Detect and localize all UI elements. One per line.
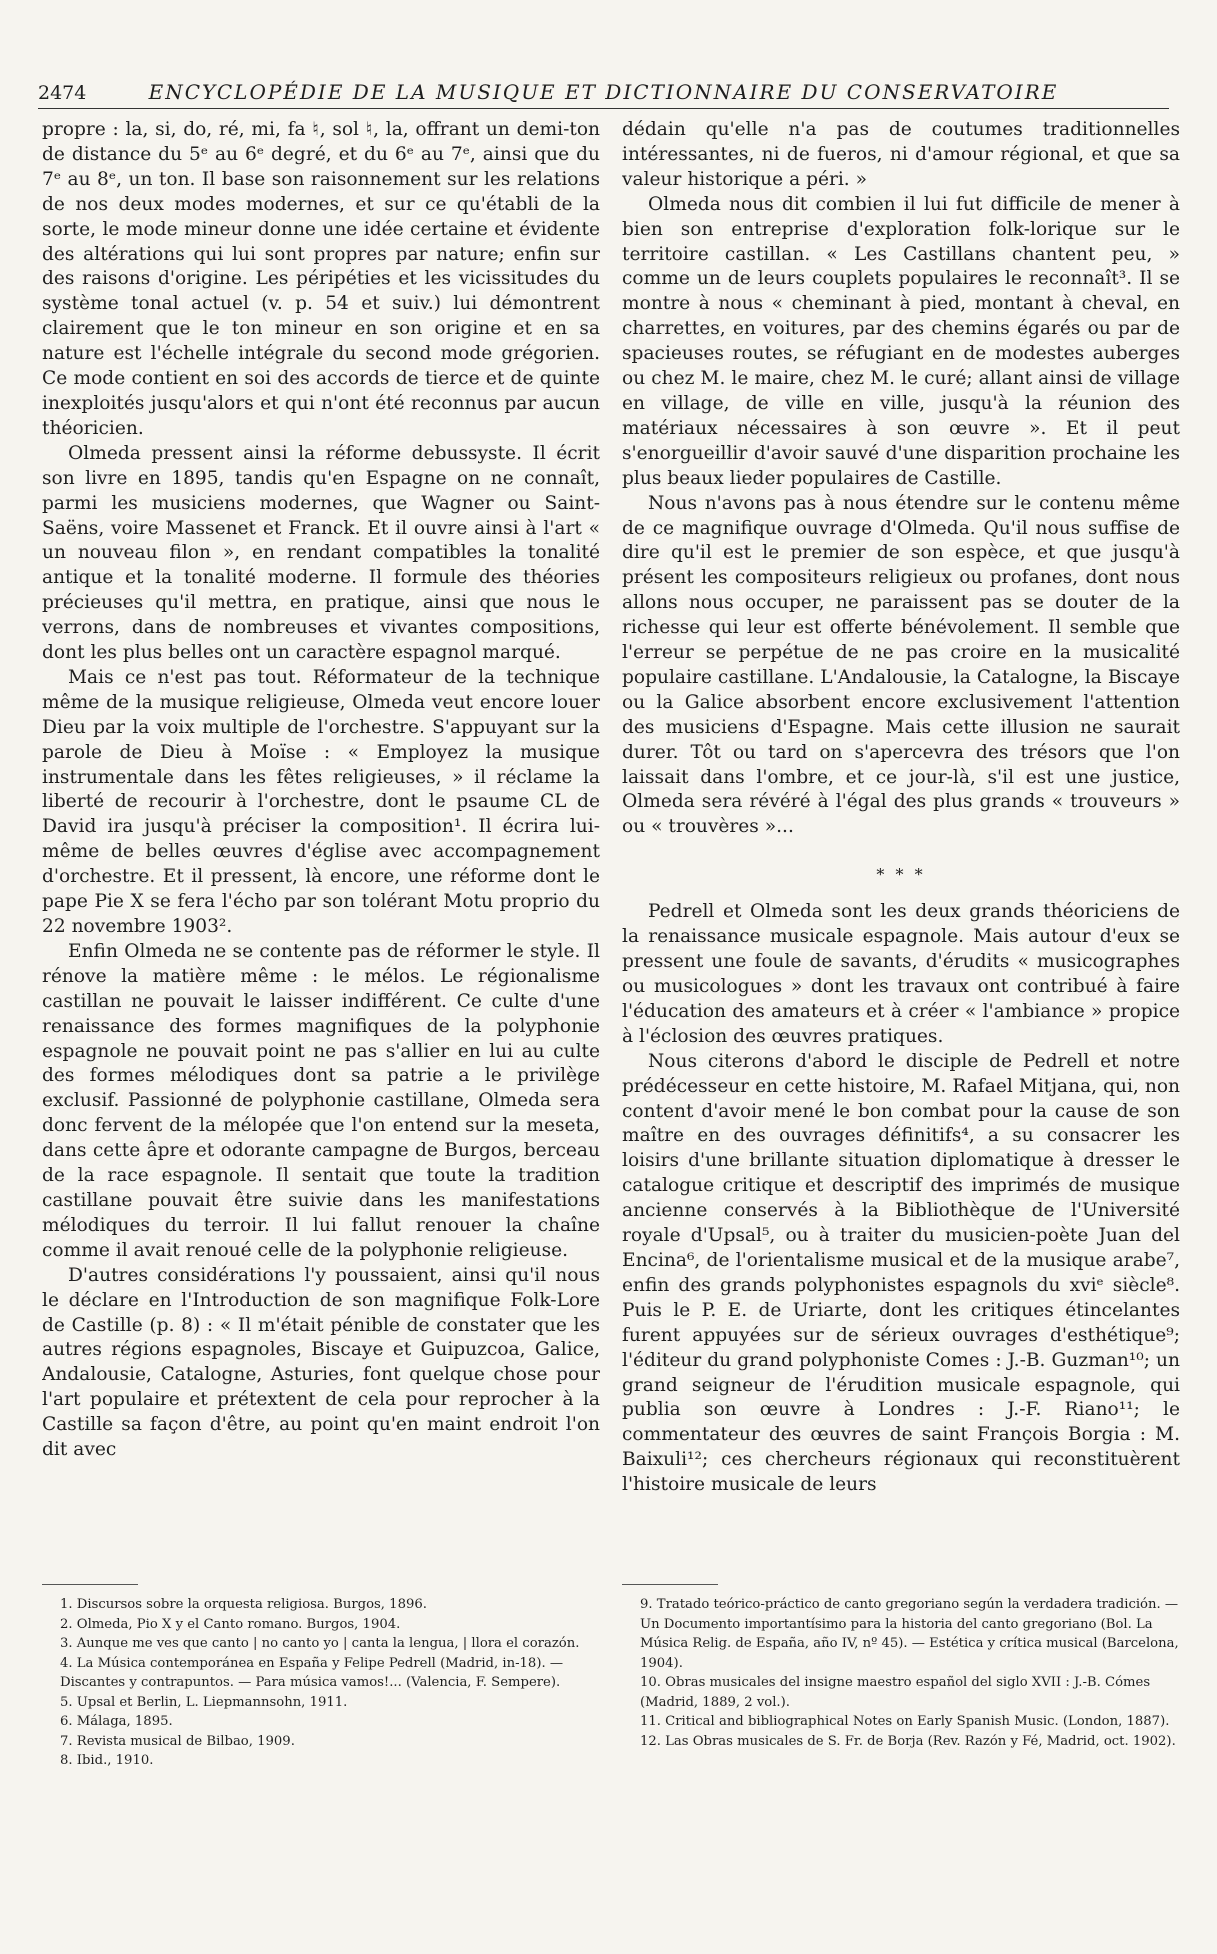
paragraph: Olmeda nous dit combien il lui fut difficile de mener à bien son entreprise d'exploration folk-lorique sur le territoire castillan. « Les Castillans chantent peu, » comme un de leurs couplets populaires le reconnaît³. Il se montre à nous « cheminant à pied, montant à cheval, en charrettes, en voitures, par des chemins égarés ou par de spacieuses routes, se réfugiant en de modestes auberges ou chez M. le maire, chez M. le curé; allant ainsi de village en village, de ville en ville, jusqu'à la réunion des matériaux nécessaires à son œuvre ». Et il peut s'enorgueillir d'avoir sauvé d'une disparition prochaine les plus beaux lieder populaires de Castille. (622, 193, 1180, 489)
section-separator: * * * (876, 865, 926, 885)
footnote: 6. Málaga, 1895. (60, 1714, 173, 1729)
page-header (38, 78, 1169, 109)
footnote: 8. Ibid., 1910. (60, 1753, 154, 1768)
footnote-rule (42, 1584, 138, 1585)
paragraph: Nous citerons d'abord le disciple de Pedrell et notre prédécesseur en cette histoire, M. Rafael Mitjana, qui, non content d'avoir mené le bon combat pour la cause de son maître en des ouvrages définitifs⁴, a su consacrer les loisirs d'une brillante situation diplomatique à dresser le catalogue critique et descriptif des imprimés de musique ancienne conservés à la Bibliothèque de l'Université royale d'Upsal⁵, ou à traiter du musicien-poète Juan del Encina⁶, de l'orientalisme musical et de la musique arabe⁷, enfin des grands polyphonistes espagnols du xviᵉ siècle⁸. Puis le P. E. de Uriarte, dont les critiques étincelantes furent appuyées sur de sérieux ouvrages d'esthétique⁹; l'éditeur du grand polyphoniste Comes : J.-B. Guzman¹⁰; un grand seigneur de l'érudition musicale espagnole, qui publia son œuvre à Londres : J.-F. Riano¹¹; le commentateur des œuvres de saint François Borgia : M. Baixuli¹²; ces chercheurs régionaux qui reconstituèrent l'histoire musicale de leurs (622, 1050, 1180, 1496)
running-title: ENCYCLOPÉDIE DE LA MUSIQUE ET DICTIONNAIRE DU CONSERVATOIRE (148, 80, 1059, 104)
footnotes-right (622, 1584, 1180, 1814)
footnote: 1. Discursos sobre la orquesta religiosa. Burgos, 1896. (60, 1597, 427, 1612)
paragraph: Mais ce n'est pas tout. Réformateur de la technique même de la musique religieuse, Olmeda veut encore louer Dieu par la voix multiple de l'orchestre. S'appuyant sur la parole de Dieu à Moïse : « Employez la musique instrumentale dans les fêtes religieuses, » il réclame la liberté de recourir à l'orchestre, dont le psaume CL de David ira jusqu'à préciser la composition¹. Il écrira lui-même de belles œuvres d'église avec accompagnement d'orchestre. Et il pressent, là encore, une réforme dont le pape Pie X se fera l'écho par son tolérant Motu proprio du 22 novembre 1903². (42, 666, 600, 937)
right-column (622, 118, 1180, 1568)
paragraph: Olmeda pressent ainsi la réforme debussyste. Il écrit son livre en 1895, tandis qu'en Espagne on ne connaît, parmi les musiciens modernes, que Wagner ou Saint-Saëns, voire Massenet et Franck. Et il ouvre ainsi à l'art « un nouveau filon », en rendant compatibles la tonalité antique et la tonalité moderne. Il formule des théories précieuses qu'il mettra, en pratique, ainsi que nous le verrons, dans de nombreuses et vivantes compositions, dont les plus belles ont un caractère espagnol marqué. (42, 442, 600, 664)
left-column (42, 118, 600, 1568)
footnote: 11. Critical and bibliographical Notes on Early Spanish Music. (London, 1887). (640, 1714, 1170, 1729)
paragraph: Pedrell et Olmeda sont les deux grands théoriciens de la renaissance musicale espagnole. Mais autour d'eux se pressent une foule de savants, d'érudits « musicographes ou musicologues » dont les travaux ont contribué à faire l'éducation des amateurs et à créer « l'ambiance » propice à l'éclosion des œuvres pratiques. (622, 901, 1180, 1047)
footnote: 5. Upsal et Berlin, L. Liepmannsohn, 1911. (60, 1694, 348, 1710)
footnote: 2. Olmeda, Pio X y el Canto romano. Burgos, 1904. (60, 1616, 401, 1632)
footnotes-left (42, 1584, 600, 1814)
paragraph: propre : la, si, do, ré, mi, fa ♮, sol ♮, la, offrant un demi-ton de distance du 5ᵉ au 6ᵉ degré, et du 6ᵉ au 7ᵉ, ainsi que du 7ᵉ au 8ᵉ, un ton. Il base son raisonnement sur les relations de nos deux modes modernes, et sur ce qu'établi de la sorte, le mode mineur donne une idée certaine et évidente des altérations qui lui sont propres par nature; enfin sur des raisons d'origine. Les péripéties et les vicissitudes du système tonal actuel (v. p. 54 et suiv.) lui démontrent clairement que le ton mineur en son origine et en sa nature est l'échelle intégrale du second mode grégorien. Ce mode contient en soi des accords de tierce et de quinte inexploités jusqu'alors et qui n'ont été reconnus par aucun théoricien. (42, 119, 600, 439)
paragraph: Enfin Olmeda ne se contente pas de réformer le style. Il rénove la matière même : le mélos. Le régionalisme castillan ne pouvait le laisser indifférent. Ce culte d'une renaissance des formes magnifiques de la polyphonie espagnole ne pouvait point ne pas s'allier en lui au culte des formes mélodiques dont sa patrie a le privilège exclusif. Passionné de polyphonie castillane, Olmeda sera donc fervent de la mélopée que l'on entend sur la meseta, dans cette âpre et odorante campagne de Burgos, berceau de la race espagnole. Il sentait que toute la tradition castillane pouvait être suivie dans les manifestations mélodiques du terroir. Il lui fallut renouer la chaîne comme il avait renoué celle de la polyphonie religieuse. (42, 940, 600, 1261)
paragraph: dédain qu'elle n'a pas de coutumes traditionnelles intéressantes, ni de fueros, ni d'amour régional, et que sa valeur historique a péri. » (622, 119, 1180, 190)
paragraph: Nous n'avons pas à nous étendre sur le contenu même de ce magnifique ouvrage d'Olmeda. Qu'il nous suffise de dire qu'il est le premier de son espèce, et que jusqu'à présent les compositeurs religieux ou profanes, dont nous allons nous occuper, ne paraissent pas se douter de la richesse qui leur est offerte bénévolement. Il semble que l'erreur se perpétue de ne pas croire en la musicalité populaire castillane. L'Andalousie, la Catalogne, la Biscaye ou la Galice absorbent encore exclusivement l'attention des musiciens d'Espagne. Mais cette illusion ne saurait durer. Tôt ou tard on s'apercevra des trésors que l'on laissait dans l'ombre, et ce jour-là, s'il est une justice, Olmeda sera révéré à l'égal des plus grands « trouveurs » ou « trouvères »... (622, 492, 1180, 838)
page-number: 2474 (38, 82, 87, 104)
footnote: 4. La Música contemporánea en España y Felipe Pedrell (Madrid, in-18). — Discantes y contrapuntos. — Para música vamos!... (Valencia, F. Sempere). (60, 1655, 564, 1690)
footnote: 9. Tratado teórico-práctico de canto gregoriano según la verdadera tradición. — Un Documento importantísimo para la historia del canto gregoriano (Bol. La Música Relig. de España, año IV, nº 45). — Estética y crítica musical (Barcelona, 1904). (640, 1597, 1179, 1671)
footnote-rule (622, 1584, 718, 1585)
footnote: 3. Aunque me ves que canto | no canto yo | canta la lengua, | llora el corazón. (60, 1636, 580, 1651)
paragraph: D'autres considérations l'y poussaient, ainsi qu'il nous le déclare en l'Introduction de son magnifique Folk-Lore de Castille (p. 8) : « Il m'était pénible de constater que les autres régions espagnoles, Biscaye et Guipuzcoa, Galice, Andalousie, Catalogne, Asturies, font quelque chose pour l'art populaire et prétextent de cela pour reprocher à la Castille sa façon d'être, au point qu'en maint endroit l'on dit avec (42, 1264, 600, 1461)
footnote: 7. Revista musical de Bilbao, 1909. (60, 1733, 295, 1749)
footnote: 12. Las Obras musicales de S. Fr. de Borja (Rev. Razón y Fé, Madrid, oct. 1902). (640, 1733, 1176, 1749)
footnote: 10. Obras musicales del insigne maestro español del siglo XVII : J.-B. Cómes (Madrid, 1889, 2 vol.). (640, 1675, 1151, 1710)
